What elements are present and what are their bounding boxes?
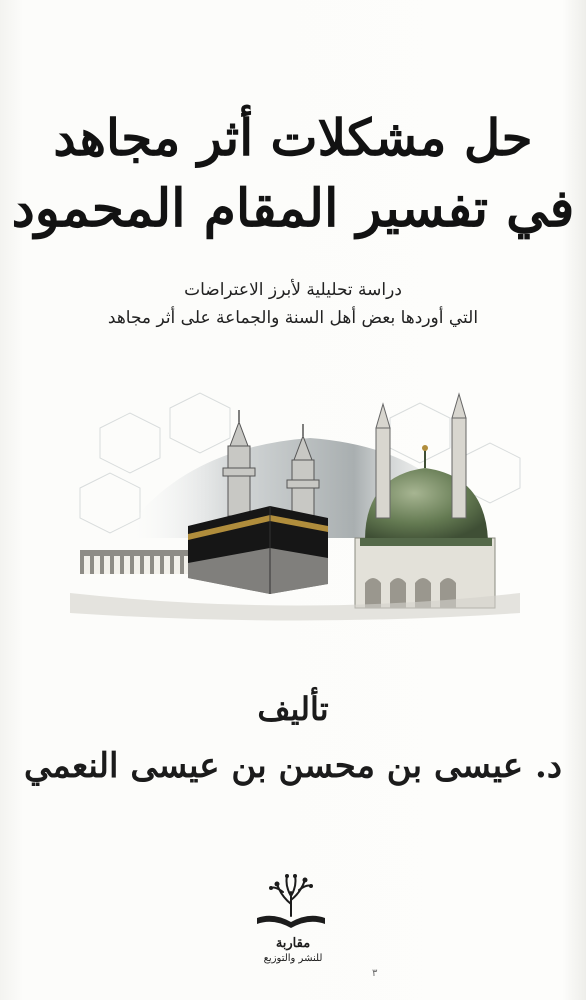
kaaba-and-prophets-mosque-illustration	[60, 388, 530, 628]
book-title-line-2: في تفسير المقام المحمود	[11, 178, 575, 239]
publisher-name: مقاربة	[275, 936, 311, 951]
book-title-line-1: حل مشكلات أثر مجاهد	[53, 108, 533, 167]
author-label: تأليف	[257, 690, 329, 728]
tree-book-logo-icon	[243, 872, 339, 932]
subtitle-line-2: التي أوردها بعض أهل السنة والجماعة على أثر مجاهد	[107, 308, 479, 328]
subtitle-line-1: دراسة تحليلية لأبرز الاعتراضات	[184, 280, 402, 300]
page-number: ٣	[372, 968, 378, 979]
publisher-tagline: للنشر والتوزيع	[263, 953, 323, 964]
author-name: د. عيسى بن محسن بن عيسى النعمي	[24, 746, 562, 786]
